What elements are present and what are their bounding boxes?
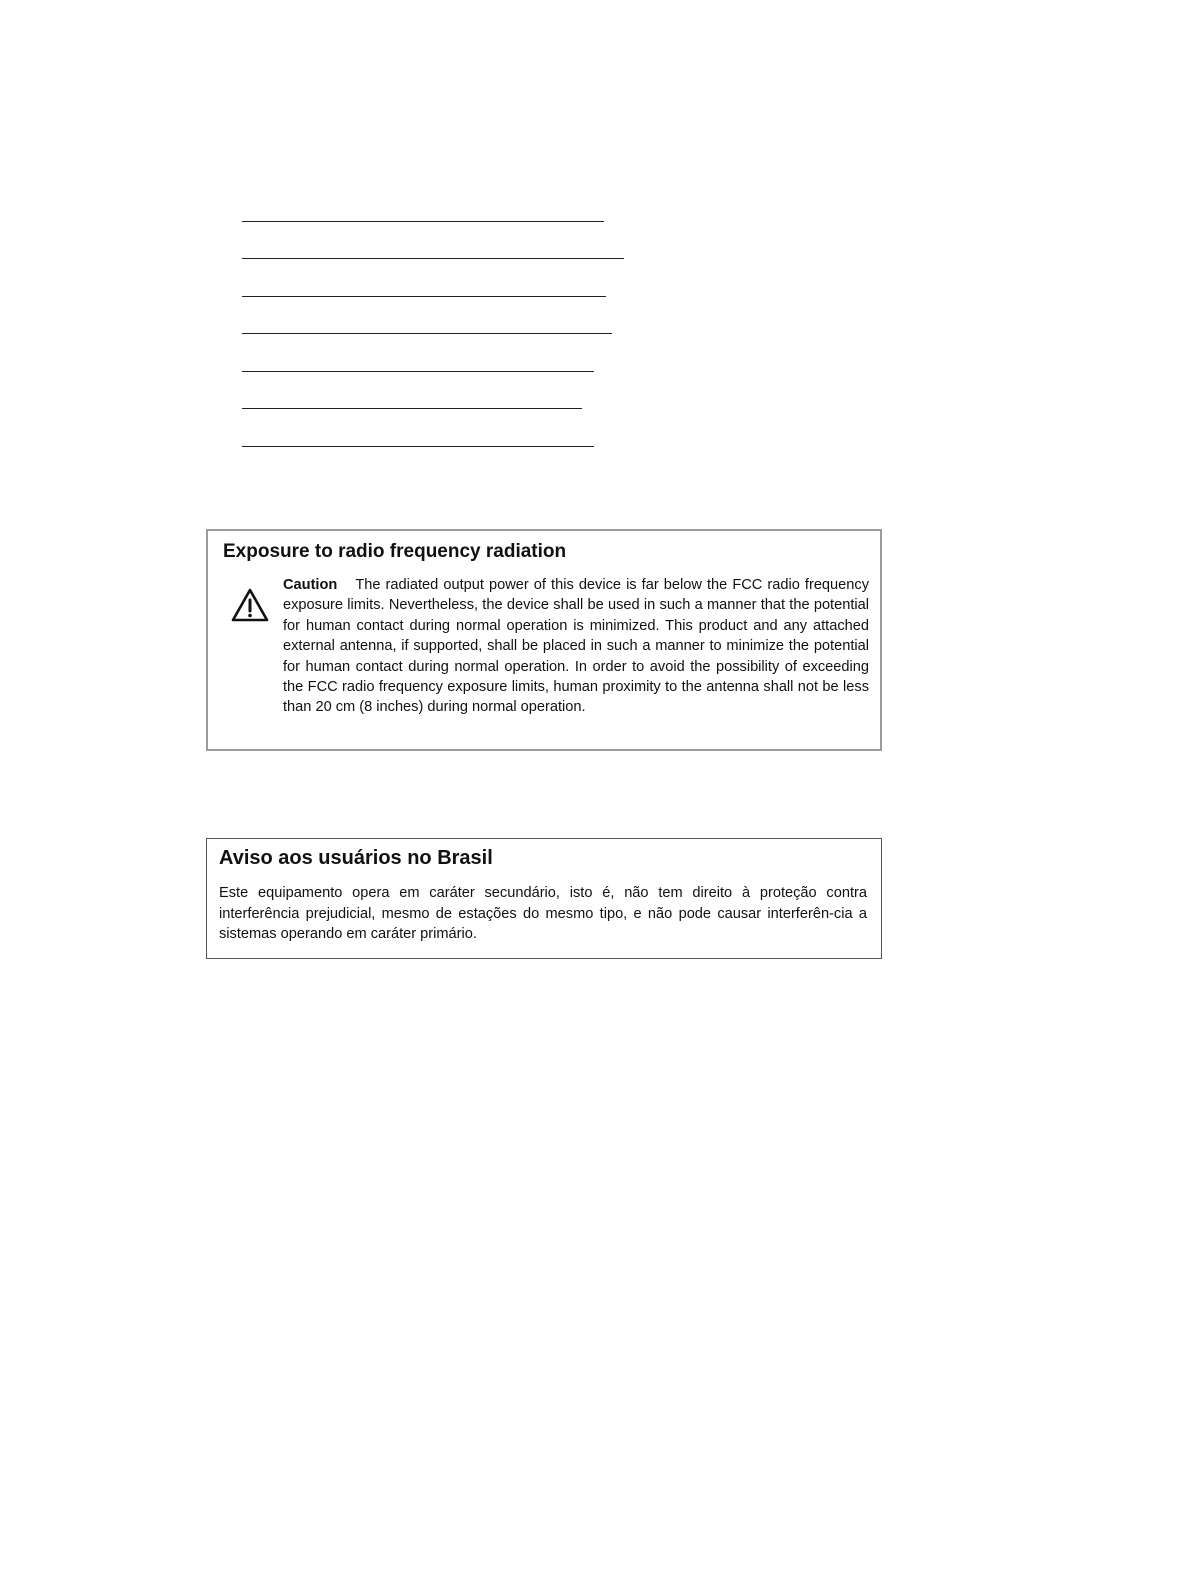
blank-line-3 [242, 296, 606, 297]
brasil-notice-body: Este equipamento opera em caráter secundário, isto é, não tem direito à proteção contra interferência prejudicial, mesmo de estações do mesmo tipo, e não pode causar interferên-cia a sistemas operando em caráter primário. [219, 885, 867, 943]
blank-line-1 [242, 221, 604, 222]
caution-paragraph [283, 575, 869, 718]
caution-body: The radiated output power of this device is far below the FCC radio frequency exposure limits. Nevertheless, the device shall be used in such a manner that the potential for human contact during normal operation is minimized. This product and any attached external antenna, if supported, shall be placed in such a manner to minimize the potential for human contact during normal operation. In order to avoid the possibility of exceeding the FCC radio frequency exposure limits, human proximity to the antenna shall not be less than 20 cm (8 inches) during normal operation. [283, 577, 869, 716]
rf-exposure-notice [206, 529, 882, 751]
blank-line-2 [242, 258, 624, 259]
blank-line-6 [242, 408, 582, 409]
warning-triangle-icon [230, 587, 270, 623]
rf-exposure-title: Exposure to radio frequency radiation [223, 541, 567, 562]
blank-line-5 [242, 371, 594, 372]
brasil-notice [206, 838, 882, 959]
brasil-notice-title: Aviso aos usuários no Brasil [219, 847, 493, 869]
blank-line-7 [242, 446, 594, 447]
caution-label: Caution [283, 577, 338, 593]
blank-line-4 [242, 333, 612, 334]
